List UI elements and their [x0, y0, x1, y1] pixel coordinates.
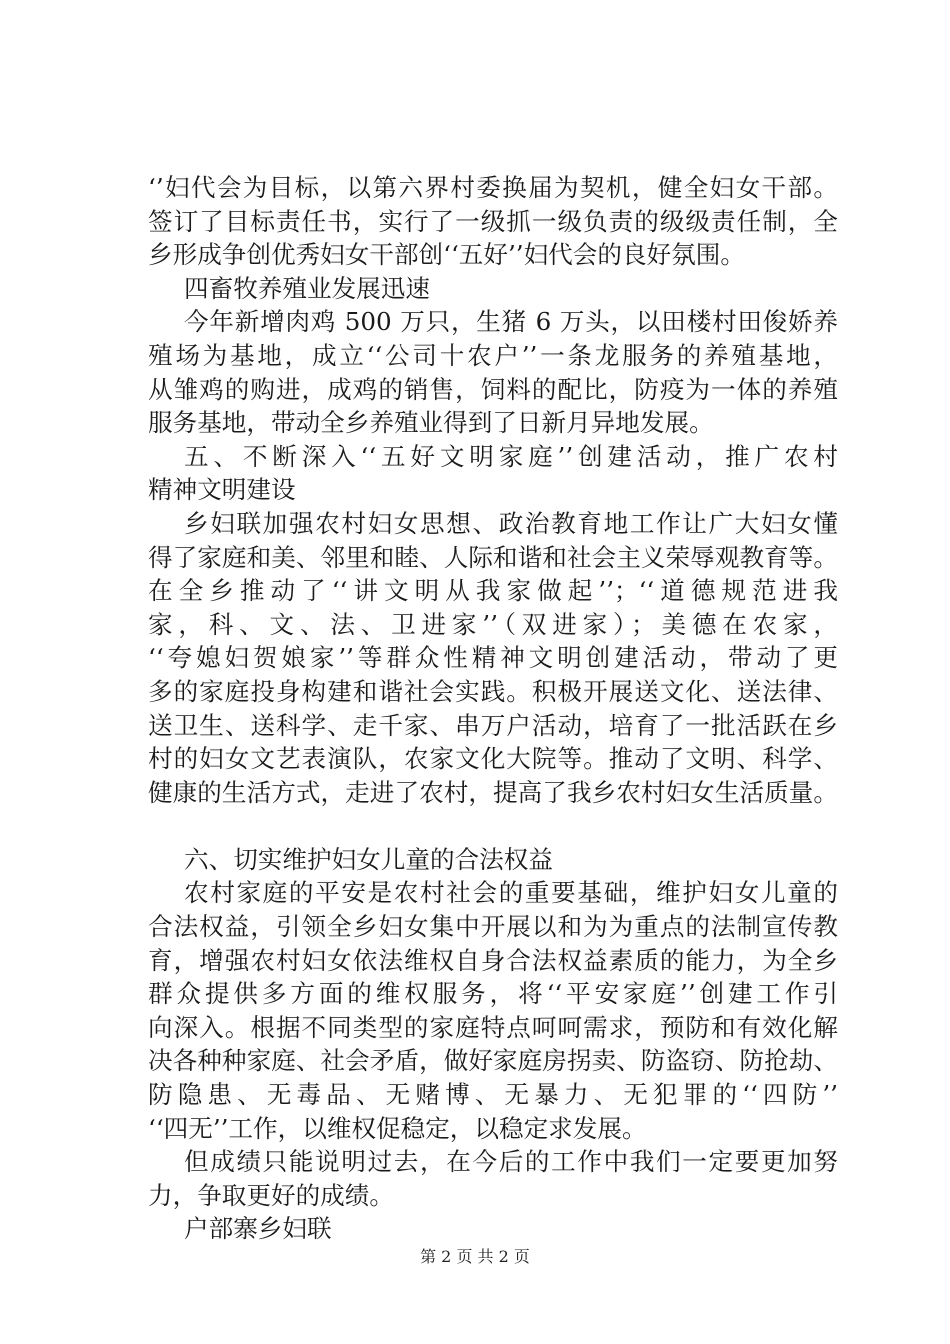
text-line: 今年新增肉鸡 500 万只，生猪 6 万头，以田楼村田俊娇养	[184, 307, 838, 337]
text-line: 健康的生活方式，走进了农村，提高了我乡农村妇女生活质量。	[148, 777, 838, 807]
text-line: 在全乡推动了‘‘讲文明从我家做起’’；‘‘道德规范进我	[148, 576, 838, 606]
blank-line	[148, 809, 838, 843]
text-line: ‘‘夸媳妇贺娘家’’等群众性精神文明创建活动，带动了更	[148, 643, 838, 673]
text-line: 但成绩只能说明过去，在今后的工作中我们一定要更加努	[184, 1147, 838, 1177]
text-line: 力，争取更好的成绩。	[148, 1180, 394, 1210]
text-line: 决各种种家庭、社会矛盾，做好家庭房拐卖、防盗窃、防抢劫、	[148, 1046, 838, 1076]
text-line: 签订了目标责任书，实行了一级抓一级负责的级级责任制，全	[148, 206, 838, 236]
text-line: ‘’妇代会为目标，以第六界村委换届为契机，健全妇女干部。	[148, 173, 838, 202]
text-line: 送卫生、送科学、走千家、串万户活动，培育了一批活跃在乡	[148, 710, 838, 740]
text-line: 乡形成争创优秀妇女干部创‘‘五好’’妇代会的良好氛围。	[148, 240, 745, 270]
text-line: 多的家庭投身构建和谐社会实践。积极开展送文化、送法律、	[148, 676, 838, 706]
text-line: 五、不断深入‘‘五好文明家庭’’创建活动，推广农村	[184, 441, 838, 471]
text-line: 六、切实维护妇女儿童的合法权益	[184, 844, 553, 874]
text-line: 殖场为基地，成立‘‘公司十农户’’一条龙服务的养殖基地，	[148, 340, 838, 370]
text-line: 家，科、文、法、卫进家’’（双进家）；美德在农家，	[148, 609, 838, 639]
text-line: 得了家庭和美、邻里和睦、人际和谐和社会主义荣辱观教育等。	[148, 542, 838, 572]
text-line: 四畜牧养殖业发展迅速	[184, 273, 430, 303]
text-line: 村的妇女文艺表演队，农家文化大院等。推动了文明、科学、	[148, 744, 838, 774]
text-line: 农村家庭的平安是农村社会的重要基础，维护妇女儿童的	[184, 878, 838, 908]
text-line: 精神文明建设	[148, 475, 296, 505]
text-line: 合法权益，引领全乡妇女集中开展以和为为重点的法制宣传教	[148, 912, 838, 942]
text-line: 户部寨乡妇联	[184, 1214, 332, 1244]
page-footer: 第 2 页 共 2 页	[420, 1247, 530, 1266]
text-line: 育，增强农村妇女依法维权自身合法权益素质的能力，为全乡	[148, 945, 838, 975]
text-line: ‘‘四无’’工作，以维权促稳定，以稳定求发展。	[148, 1113, 647, 1143]
text-line: 防隐患、无毒品、无赌博、无暴力、无犯罪的‘‘四防’’	[148, 1080, 838, 1110]
text-line: 从雏鸡的购进，成鸡的销售，饲料的配比，防疫为一体的养殖	[148, 374, 838, 404]
text-line: 群众提供多方面的维权服务，将‘‘平安家庭’’创建工作引	[148, 979, 838, 1009]
text-line: 乡妇联加强农村妇女思想、政治教育地工作让广大妇女懂	[184, 508, 838, 538]
document-body	[148, 171, 838, 1246]
text-line: 向深入。根据不同类型的家庭特点呵呵需求，预防和有效化解	[148, 1012, 838, 1042]
text-line: 服务基地，带动全乡养殖业得到了日新月异地发展。	[148, 408, 714, 438]
